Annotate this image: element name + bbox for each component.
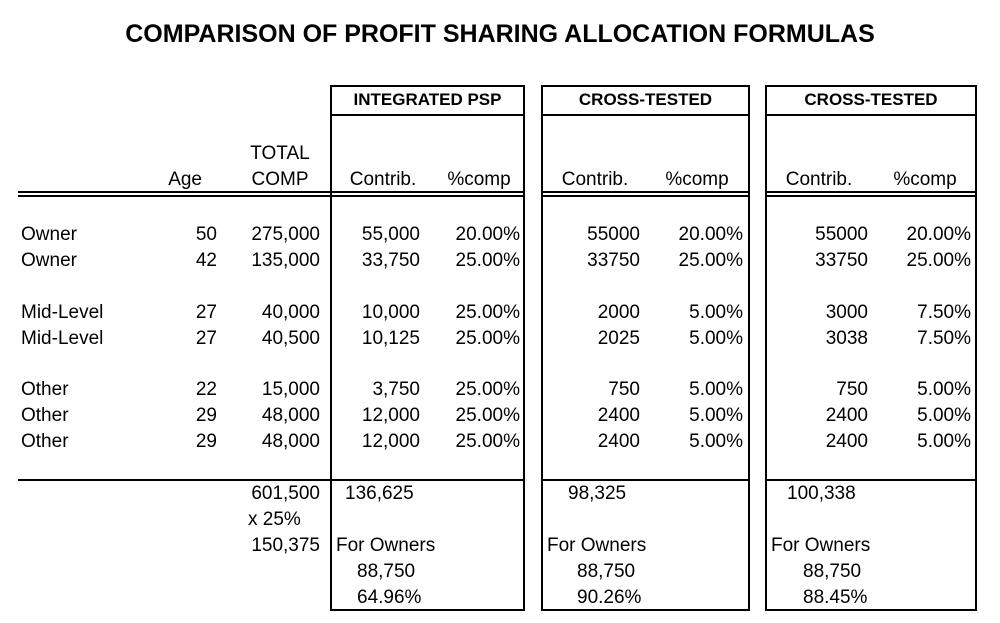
row-total-comp: 15,000 [261,379,320,400]
summary-total-2: 98,325 [568,483,627,504]
owner-amount-3: 88,750 [803,561,862,582]
row-label: Mid-Level [21,302,104,323]
row-total-comp: 135,000 [251,250,320,271]
row-label: Mid-Level [21,328,104,349]
row-pct-1: 25.00% [455,302,520,323]
summary-total-1: 136,625 [345,483,414,504]
row-pct-2: 25.00% [678,250,743,271]
header-contrib-3: Contrib. [785,169,853,190]
row-total-comp: 275,000 [251,224,320,245]
row-pct-2: 5.00% [689,302,743,323]
row-contrib-2: 2400 [597,431,640,452]
row-contrib-1: 33,750 [361,250,420,271]
row-contrib-2: 750 [608,379,640,400]
row-age: 42 [195,250,217,271]
summary-comp-product: 150,375 [251,535,320,556]
row-contrib-3: 3038 [825,328,868,349]
header-pct-2: %comp [665,169,729,190]
row-pct-3: 7.50% [917,302,971,323]
row-pct-1: 20.00% [455,224,520,245]
row-contrib-3: 2400 [825,405,868,426]
row-age: 29 [195,431,217,452]
summary-comp-rate: x 25% [248,509,301,530]
owner-pct-1: 64.96% [357,587,422,608]
page-title: COMPARISON OF PROFIT SHARING ALLOCATION FORMULAS [125,20,875,48]
summary-total-3: 100,338 [787,483,856,504]
row-contrib-3: 3000 [825,302,868,323]
row-age: 50 [195,224,217,245]
row-total-comp: 48,000 [261,405,320,426]
header-contrib-1: Contrib. [349,169,417,190]
for-owners-label-1: For Owners [336,535,436,556]
for-owners-label-2: For Owners [547,535,647,556]
row-total-comp: 40,000 [261,302,320,323]
row-pct-3: 25.00% [906,250,971,271]
row-total-comp: 48,000 [261,431,320,452]
row-contrib-3: 750 [836,379,868,400]
row-pct-1: 25.00% [455,379,520,400]
row-age: 29 [195,405,217,426]
row-contrib-1: 3,750 [372,379,420,400]
header-total-comp-line1: TOTAL [250,143,310,164]
header-age: Age [168,169,202,190]
row-contrib-2: 2400 [597,405,640,426]
row-contrib-1: 55,000 [361,224,420,245]
row-contrib-2: 55000 [587,224,640,245]
row-pct-3: 20.00% [906,224,971,245]
section-title-integrated: INTEGRATED PSP [353,90,502,109]
row-contrib-2: 2025 [597,328,640,349]
row-label: Owner [21,224,77,245]
row-contrib-3: 2400 [825,431,868,452]
owner-amount-2: 88,750 [577,561,636,582]
header-contrib-2: Contrib. [561,169,629,190]
row-age: 22 [195,379,217,400]
row-label: Owner [21,250,77,271]
row-contrib-3: 55000 [815,224,868,245]
row-contrib-2: 33750 [587,250,640,271]
owner-pct-3: 88.45% [803,587,868,608]
row-label: Other [21,431,69,452]
header-total-comp-line2: COMP [251,169,309,190]
row-age: 27 [195,302,217,323]
owner-pct-2: 90.26% [577,587,642,608]
row-age: 27 [195,328,217,349]
row-pct-3: 5.00% [917,379,971,400]
summary-comp-total: 601,500 [251,483,320,504]
section-title-cross-tested-1: CROSS-TESTED [578,90,713,109]
row-pct-3: 7.50% [917,328,971,349]
row-pct-1: 25.00% [455,431,520,452]
row-contrib-1: 10,125 [361,328,420,349]
row-pct-1: 25.00% [455,328,520,349]
header-pct-1: %comp [447,169,511,190]
row-pct-1: 25.00% [455,405,520,426]
for-owners-label-3: For Owners [771,535,871,556]
row-pct-3: 5.00% [917,405,971,426]
row-contrib-1: 12,000 [361,431,420,452]
row-pct-2: 5.00% [689,379,743,400]
row-contrib-3: 33750 [815,250,868,271]
owner-amount-1: 88,750 [357,561,416,582]
row-pct-1: 25.00% [455,250,520,271]
row-contrib-1: 10,000 [361,302,420,323]
row-label: Other [21,379,69,400]
row-pct-2: 5.00% [689,431,743,452]
row-pct-2: 5.00% [689,328,743,349]
row-contrib-2: 2000 [597,302,640,323]
row-pct-3: 5.00% [917,431,971,452]
header-pct-3: %comp [893,169,957,190]
row-contrib-1: 12,000 [361,405,420,426]
row-total-comp: 40,500 [261,328,320,349]
section-title-cross-tested-2: CROSS-TESTED [804,90,938,109]
row-pct-2: 5.00% [689,405,743,426]
row-label: Other [21,405,69,426]
row-pct-2: 20.00% [678,224,743,245]
